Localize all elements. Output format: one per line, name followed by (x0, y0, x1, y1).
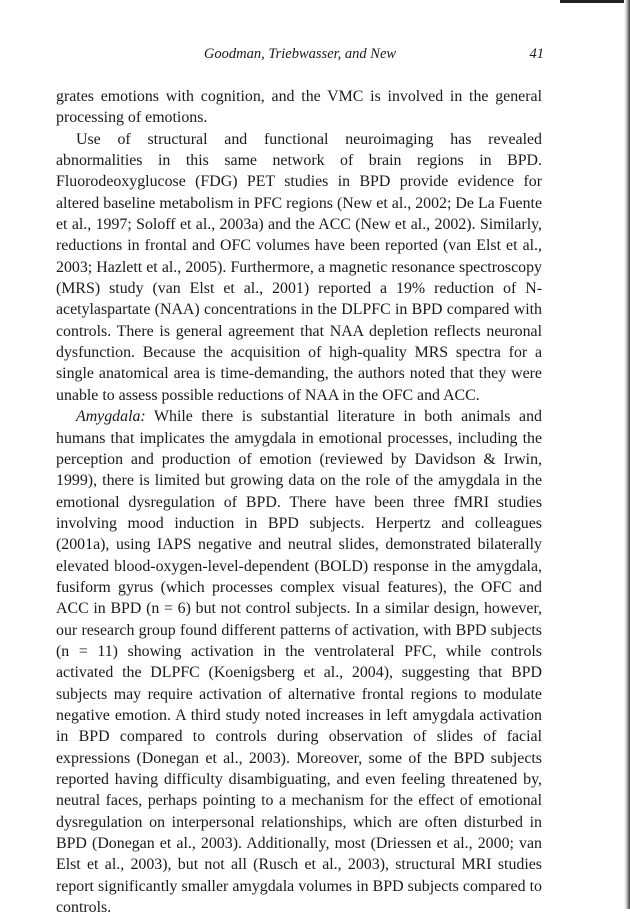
amygdala-run-in-heading: Amygdala: (76, 408, 146, 426)
paragraph-neuroimaging: Use of structural and functional neuroimaging has revealed abnormalities in this same network of brain regions in BPD. Fluorodeoxyglucose (FDG) PET studies in BPD provide evidence for altered baseline metabolism in PFC regions (New et al., 2002; De La Fuente et al., 1997; Soloff et al., 2003a) and the ACC (New et al., 2002). Similarly, reductions in frontal and OFC volumes have been reported (van Elst et al., 2003; Hazlett et al., 2005). Furthermore, a magnetic resonance spectroscopy (MRS) study (van Elst et al., 2001) reported a 19% reduction of N-acetylaspartate (NAA) concentrations in the DLPFC in BPD compared with controls. There is general agreement that NAA depletion reflects neuronal dysfunction. Because the acquisition of high-quality MRS spectra for a single anatomical area is time-demanding, the authors noted that they were unable to assess possible reductions of NAA in the OFC and ACC. (56, 130, 542, 404)
amygdala-paragraph-text: While there is substantial literature in both animals and humans that implicates the amygdala in emotional processes, including the perception and production of emotion (reviewed by Davidson & Irwin, 1999), there is limited but growing data on the role of the amygdala in the emotional dysregulation of BPD. There have been three fMRI studies involving mood induction in BPD subjects. Herpertz and colleagues (2001a), using IAPS negative and neutral slides, demonstrated bilaterally elevated blood-oxygen-level-dependent (BOLD) response in the amygdala, fusiform gyrus (which processes complex visual features), the OFC and ACC in BPD (n = 6) but not control subjects. In a similar design, however, our research group found different patterns of activation, with BPD subjects (n = 11) showing activation in the ventrolateral PFC, while controls activated the DLPFC (Koenigsberg et al., 2004), suggesting that BPD subjects may require activation of alternative frontal regions to modulate negative emotion. A third study noted increases in left amygdala activation in BPD compared to controls during observation of slides of facial expressions (Donegan et al., 2003). Moreover, some of the BPD subjects reported having difficulty disambiguating, and even feeling threatened by, neutral faces, perhaps pointing to a mechanism for the effect of emotional dysregulation on interpersonal relationships, which are often disturbed in BPD (Donegan et al., 2003). Additionally, most (Driessen et al., 2000; van Elst et al., 2003), but not all (Rusch et al., 2003), structural MRI studies report significantly smaller amygdala volumes in BPD subjects compared to controls. (56, 408, 543, 917)
body-text (56, 86, 542, 918)
paragraph-amygdala (56, 406, 542, 918)
running-head-authors: Goodman, Triebwasser, and New (203, 46, 397, 62)
paragraph-continued: grates emotions with cognition, and the VMC is involved in the general processing of emotions. (56, 88, 542, 127)
scan-border-top (560, 0, 630, 3)
page-number: 41 (529, 46, 544, 62)
running-header (56, 46, 544, 66)
scan-border-right (624, 0, 630, 909)
